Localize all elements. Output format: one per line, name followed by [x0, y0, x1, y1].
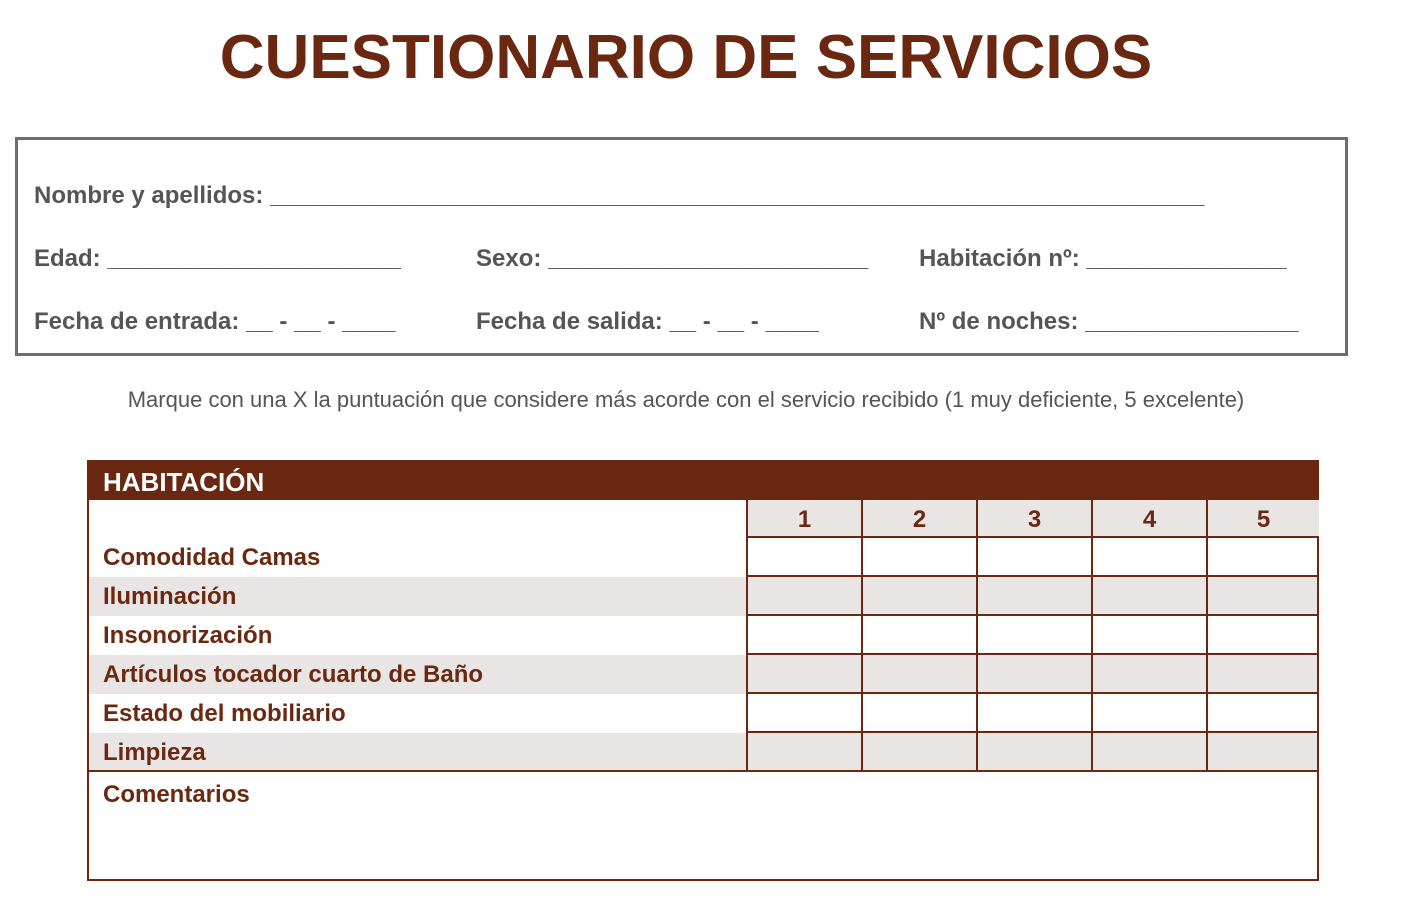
rating-cell-5[interactable] [1206, 733, 1319, 770]
instruction-text: Marque con una X la puntuación que considere más acorde con el servicio recibido (1 muy deficiente, 5 excelente) [127, 387, 1245, 412]
rating-cell-3[interactable] [976, 733, 1091, 770]
rating-row [89, 655, 1317, 694]
rating-cell-4[interactable] [1091, 577, 1206, 616]
rating-cell-4[interactable] [1091, 655, 1206, 694]
item-label: Insonorización [103, 622, 273, 649]
rating-cell-5[interactable] [1206, 616, 1319, 655]
rating-cell-3[interactable] [976, 577, 1091, 616]
rating-row [89, 733, 1317, 770]
rating-row [89, 616, 1317, 655]
rating-cell-3[interactable] [976, 694, 1091, 733]
page-title: CUESTIONARIO DE SERVICIOS [219, 23, 1153, 92]
rating-cell-4[interactable] [1091, 733, 1206, 770]
item-label: Comodidad Camas [103, 544, 321, 571]
rating-cell-3[interactable] [976, 538, 1091, 577]
habitacion-field[interactable]: Habitación nº: _______________ [919, 245, 1287, 272]
rating-cell-2[interactable] [861, 655, 976, 694]
rating-cell-5[interactable] [1206, 694, 1319, 733]
rating-cell-4[interactable] [1091, 538, 1206, 577]
item-label: Iluminación [103, 583, 237, 610]
rating-cell-5[interactable] [1206, 577, 1319, 616]
comments-section [89, 770, 1317, 881]
rating-cell-4[interactable] [1091, 616, 1206, 655]
item-label: Limpieza [103, 739, 206, 766]
comments-area[interactable] [101, 812, 1305, 875]
rating-row [89, 577, 1317, 616]
rating-cell-2[interactable] [861, 538, 976, 577]
rating-cell-2[interactable] [861, 577, 976, 616]
rating-cell-3[interactable] [976, 616, 1091, 655]
scale-label-5: 5 [1206, 500, 1319, 538]
rating-cell-1[interactable] [746, 538, 861, 577]
rating-cell-1[interactable] [746, 577, 861, 616]
noches-field[interactable]: Nº de noches: ________________ [919, 308, 1299, 335]
rating-cell-4[interactable] [1091, 694, 1206, 733]
section-header: HABITACIÓN [89, 462, 1317, 500]
rating-cell-3[interactable] [976, 655, 1091, 694]
rating-cell-5[interactable] [1206, 538, 1319, 577]
item-label: Artículos tocador cuarto de Baño [103, 661, 484, 688]
rating-table-habitacion [87, 460, 1319, 881]
rating-row [89, 538, 1317, 577]
rating-cell-2[interactable] [861, 694, 976, 733]
rating-cell-1[interactable] [746, 733, 861, 770]
fecha-salida-field[interactable]: Fecha de salida: __ - __ - ____ [476, 308, 819, 335]
scale-label-3: 3 [976, 500, 1091, 538]
guest-info-box [15, 137, 1348, 356]
rating-cell-1[interactable] [746, 616, 861, 655]
rating-cell-1[interactable] [746, 655, 861, 694]
edad-field[interactable]: Edad: ______________________ [34, 245, 401, 272]
rating-cell-2[interactable] [861, 733, 976, 770]
fecha-entrada-field[interactable]: Fecha de entrada: __ - __ - ____ [34, 308, 396, 335]
sexo-field[interactable]: Sexo: ________________________ [476, 245, 869, 272]
rating-row [89, 694, 1317, 733]
rating-cell-5[interactable] [1206, 655, 1319, 694]
rating-cell-1[interactable] [746, 694, 861, 733]
comments-label: Comentarios [103, 781, 250, 808]
scale-header [746, 500, 1319, 538]
item-label: Estado del mobiliario [103, 700, 346, 727]
scale-label-1: 1 [746, 500, 861, 538]
nombre-field[interactable]: Nombre y apellidos: ______________________________________________________________________ [34, 182, 1205, 209]
scale-label-2: 2 [861, 500, 976, 538]
scale-label-4: 4 [1091, 500, 1206, 538]
rating-cell-2[interactable] [861, 616, 976, 655]
